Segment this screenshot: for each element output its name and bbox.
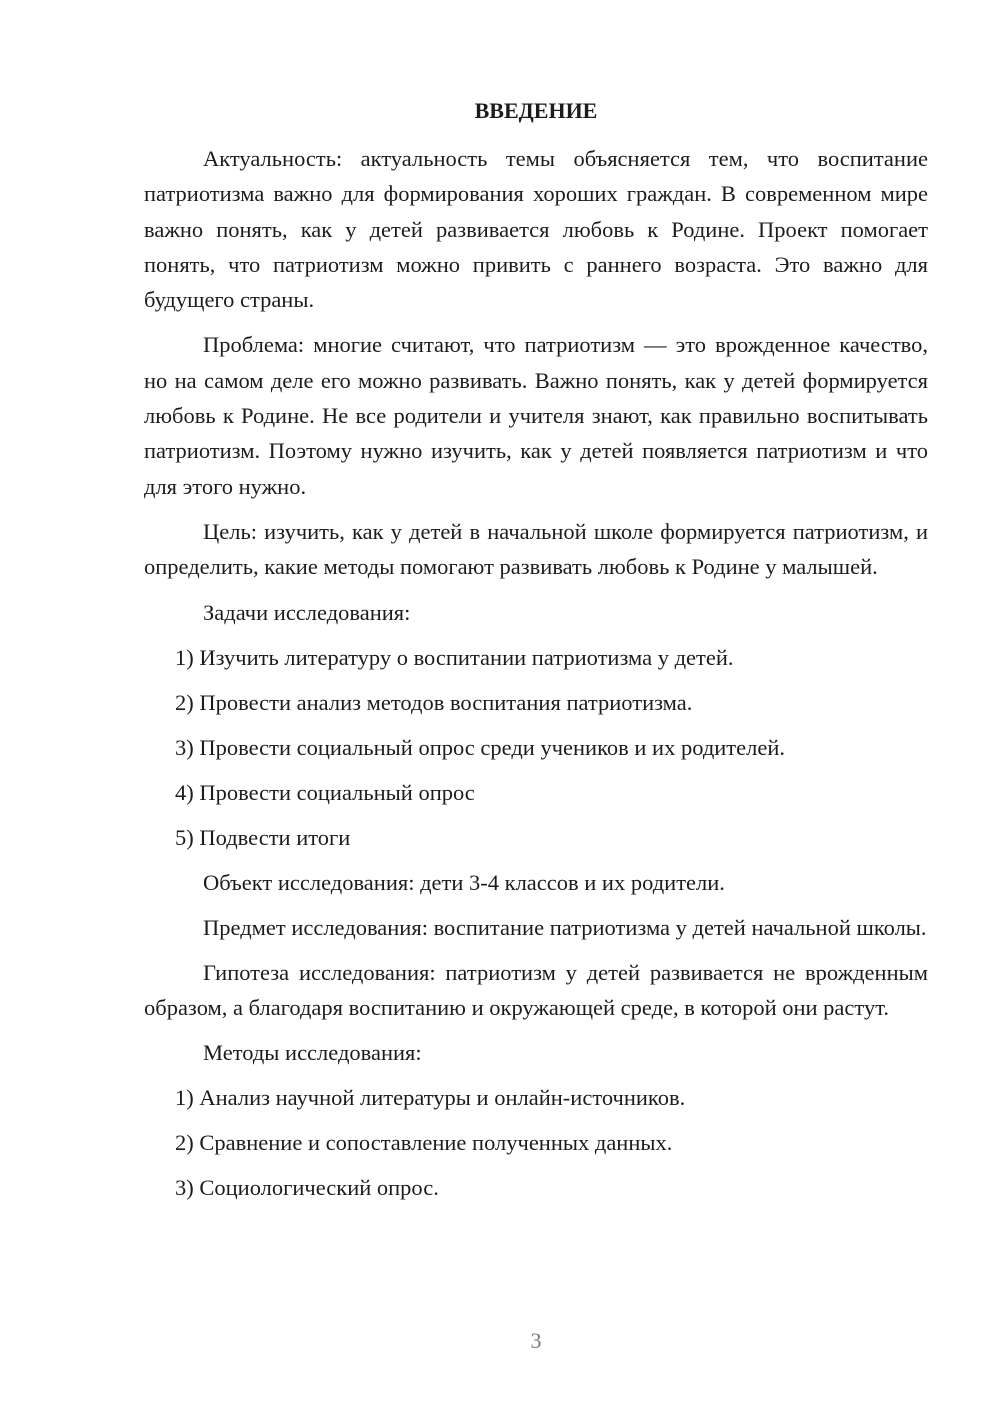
subject-paragraph: Предмет исследования: воспитание патриотизма у детей начальной школы. <box>203 914 927 940</box>
method-item: 2) Сравнение и сопоставление полученных данных. <box>175 1130 673 1156</box>
method-item: 1) Анализ научной литературы и онлайн-источников. <box>175 1085 686 1111</box>
object-paragraph: Объект исследования: дети 3-4 классов и их родители. <box>203 869 725 895</box>
task-item: 5) Подвести итоги <box>175 824 351 850</box>
page-number: 3 <box>530 1328 542 1353</box>
tasks-heading: Задачи исследования: <box>203 599 411 625</box>
page-content <box>144 96 928 1215</box>
relevance-paragraph: Актуальность: актуальность темы объясняется тем, что воспитание патриотизма важно для формирования хороших граждан. В современном мире важно понять, как у детей развивается любовь к Родине. Проект помогает понять, что патриотизм можно привить с раннего возраста. Это важно для будущего страны. <box>144 146 928 313</box>
task-item: 4) Провести социальный опрос <box>175 779 475 805</box>
page-title: ВВЕДЕНИЕ <box>474 98 598 123</box>
methods-heading: Методы исследования: <box>203 1040 422 1066</box>
task-item: 3) Провести социальный опрос среди учеников и их родителей. <box>175 734 786 760</box>
hypothesis-paragraph: Гипотеза исследования: патриотизм у детей развивается не врожденным образом, а благодаря воспитанию и окружающей среде, в которой они растут. <box>144 959 928 1021</box>
task-item: 2) Провести анализ методов воспитания патриотизма. <box>175 689 693 715</box>
task-item: 1) Изучить литературу о воспитании патриотизма у детей. <box>175 644 734 670</box>
problem-paragraph: Проблема: многие считают, что патриотизм — это врожденное качество, но на самом деле его можно развивать. Важно понять, как у детей формируется любовь к Родине. Не все родители и учителя знают, как правильно воспитывать патриотизм. Поэтому нужно изучить, как у детей появляется патриотизм и что для этого нужно. <box>144 332 928 499</box>
method-item: 3) Социологический опрос. <box>175 1175 439 1201</box>
goal-paragraph: Цель: изучить, как у детей в начальной школе формируется патриотизм, и определить, какие методы помогают развивать любовь к Родине у малышей. <box>144 518 928 580</box>
